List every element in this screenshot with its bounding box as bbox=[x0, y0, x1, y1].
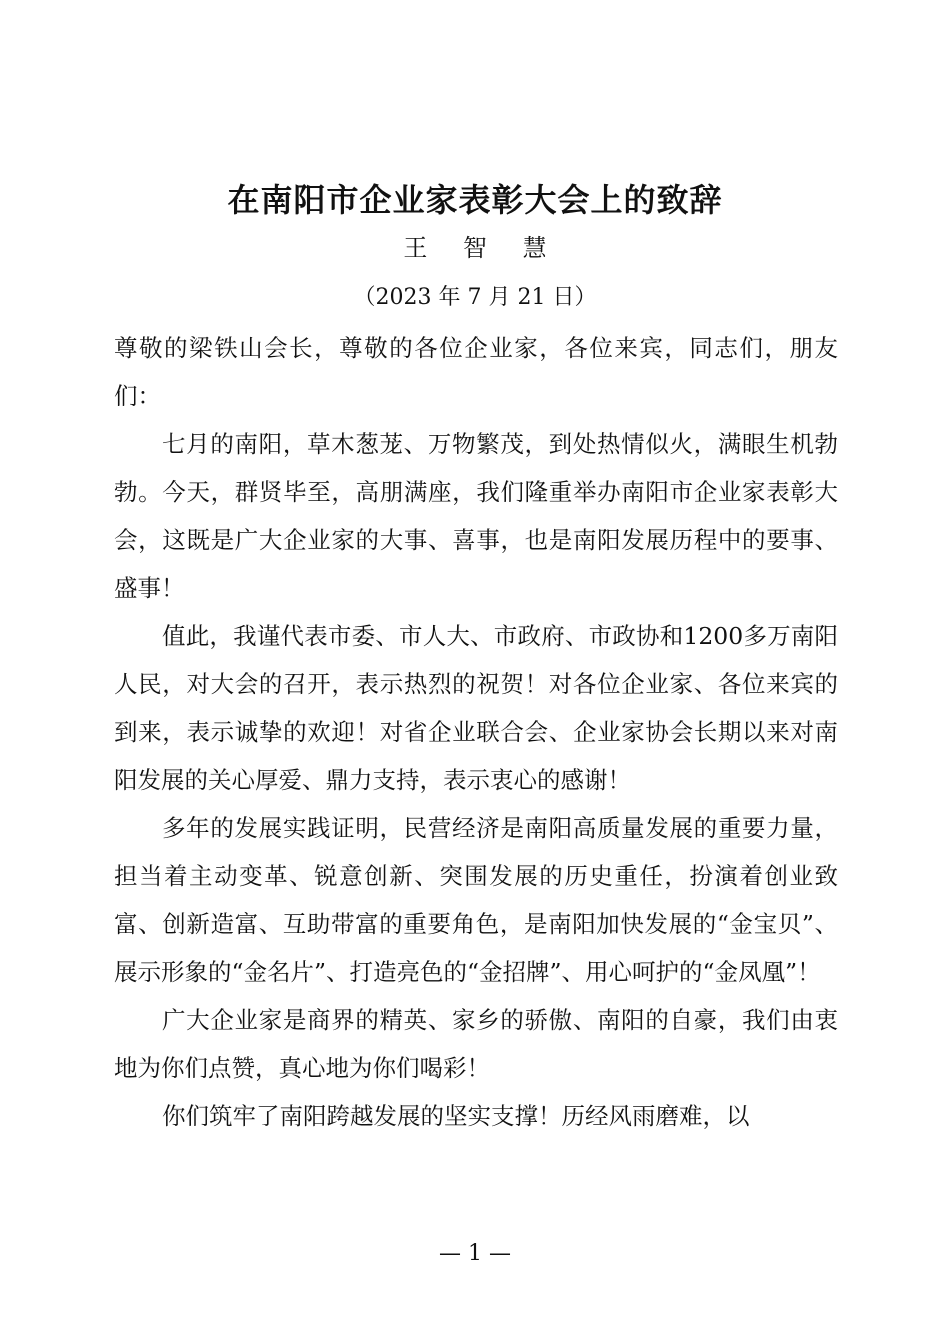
speech-date: （2023 年 7 月 21 日） bbox=[353, 285, 597, 310]
page-title: 在南阳市企业家表彰大会上的致辞 bbox=[227, 181, 723, 219]
paragraph: 你们筑牢了南阳跨越发展的坚实支撑！历经风雨磨难，以 bbox=[162, 1102, 750, 1130]
paragraph: 广大企业家是商界的精英、家乡的骄傲、南阳的自豪，我们由衷地为你们点赞，真心地为你们喝彩！ bbox=[114, 1006, 838, 1082]
paragraph: 值此，我谨代表市委、市人大、市政府、市政协和1200多万南阳人民，对大会的召开，表示热烈的祝贺！对各位企业家、各位来宾的到来，表示诚挚的欢迎！对省企业联合会、企业家协会长期以来对南阳发展的关心厚爱、鼎力支持，表示衷心的感谢！ bbox=[114, 622, 838, 794]
speech-body bbox=[114, 324, 838, 1140]
salutation: 尊敬的梁铁山会长，尊敬的各位企业家，各位来宾，同志们，朋友们： bbox=[114, 334, 838, 410]
author-name: 王 智 慧 bbox=[403, 234, 561, 262]
paragraph: 七月的南阳，草木葱茏、万物繁茂，到处热情似火，满眼生机勃勃。今天，群贤毕至，高朋满座，我们隆重举办南阳市企业家表彰大会，这既是广大企业家的大事、喜事，也是南阳发展历程中的要事、盛事！ bbox=[114, 430, 838, 602]
page-number: — 1 — bbox=[439, 1241, 511, 1266]
paragraph: 多年的发展实践证明，民营经济是南阳高质量发展的重要力量，担当着主动变革、锐意创新、突围发展的历史重任，扮演着创业致富、创新造富、互助带富的重要角色，是南阳加快发展的“金宝贝”、展示形象的“金名片”、打造亮色的“金招牌”、用心呵护的“金凤凰”！ bbox=[114, 814, 838, 986]
